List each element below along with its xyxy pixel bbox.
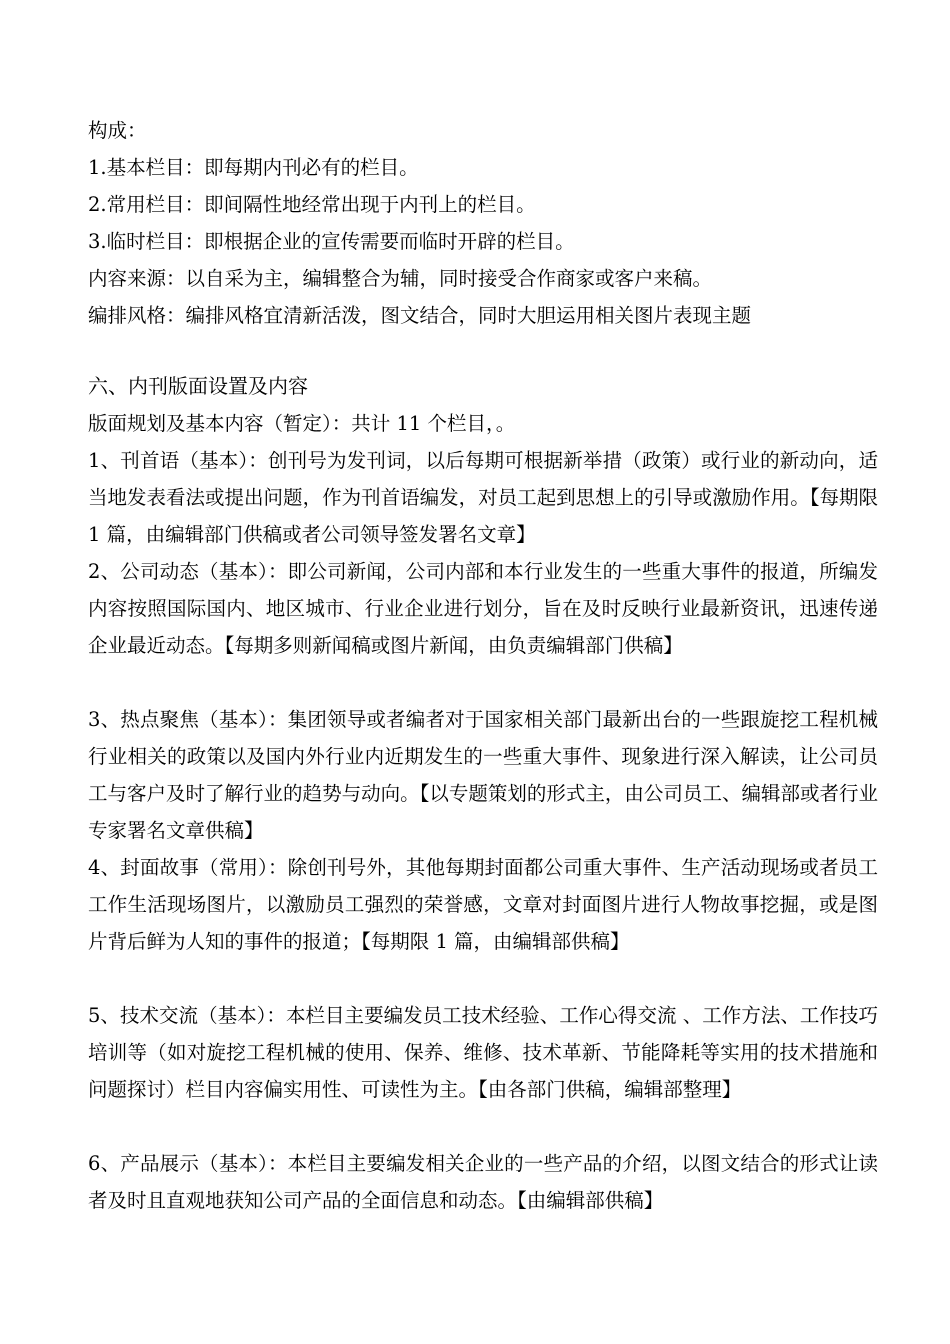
column-item-hot-focus: 3、热点聚焦（基本）：集团领导或者编者对于国家相关部门最新出台的一些跟旋挖工程机械行业相关的政策以及国内外行业内近期发生的一些重大事件、现象进行深入解读，让公司员工与客户及时了解行业的趋势与动向。【以专题策划的形式主，由公司员工、编辑部或者行业专家署名文章供稿】: [88, 708, 878, 842]
column-item-tech-exchange: 5、技术交流（基本）：本栏目主要编发员工技术经验、工作心得交流 、工作方法、工作技巧培训等（如对旋挖工程机械的使用、保养、维修、技术革新、节能降耗等实用的技术措施和问题探讨）栏目内容偏实用性、可读性为主。【由各部门供稿，编辑部整理】: [88, 1004, 878, 1101]
column-item-cover-story: 4、封面故事（常用）：除创刊号外，其他每期封面都公司重大事件、生产活动现场或者员工工作生活现场图片，以激励员工强烈的荣誉感，文章对封面图片进行人物故事挖掘，或是图片背后鲜为人知的事件的报道；【每期限 1 篇，由编辑部供稿】: [88, 856, 878, 953]
column-item-company-news: 2、公司动态（基本）：即公司新闻，公司内部和本行业发生的一些重大事件的报道，所编发内容按照国际国内、地区城市、行业企业进行划分，旨在及时反映行业最新资讯，迅速传递企业最近动态。【每期多则新闻稿或图片新闻，由负责编辑部门供稿】: [88, 560, 878, 657]
composition-item-basic: 1.基本栏目：即每期内刊必有的栏目。: [88, 156, 419, 179]
layout-style: 编排风格：编排风格宜清新活泼，图文结合，同时大胆运用相关图片表现主题: [88, 304, 752, 327]
composition-item-temporary: 3.临时栏目：即根据企业的宣传需要而临时开辟的栏目。: [88, 230, 575, 253]
composition-heading: 构成：: [88, 119, 147, 142]
section-six-body: [88, 405, 878, 442]
composition-section: [88, 112, 878, 334]
composition-item-regular: 2.常用栏目：即间隔性地经常出现于内刊上的栏目。: [88, 193, 536, 216]
section-six: [88, 368, 878, 405]
column-list: [88, 442, 878, 1219]
column-item-preface: 1、刊首语（基本）：创刊号为发刊词，以后每期可根据新举措（政策）或行业的新动向，适当地发表看法或提出问题，作为刊首语编发，对员工起到思想上的引导或激励作用。【每期限 1 篇，由编辑部门供稿或者公司领导签发署名文章】: [88, 449, 878, 546]
section-six-intro: 版面规划及基本内容（暂定）：共计 11 个栏目，。: [88, 412, 516, 435]
section-six-title: 六、内刊版面设置及内容: [88, 374, 308, 398]
content-source: 内容来源：以自采为主，编辑整合为辅，同时接受合作商家或客户来稿。: [88, 267, 713, 290]
column-item-product-showcase: 6、产品展示（基本）：本栏目主要编发相关企业的一些产品的介绍，以图文结合的形式让读者及时且直观地获知公司产品的全面信息和动态。【由编辑部供稿】: [88, 1152, 878, 1212]
